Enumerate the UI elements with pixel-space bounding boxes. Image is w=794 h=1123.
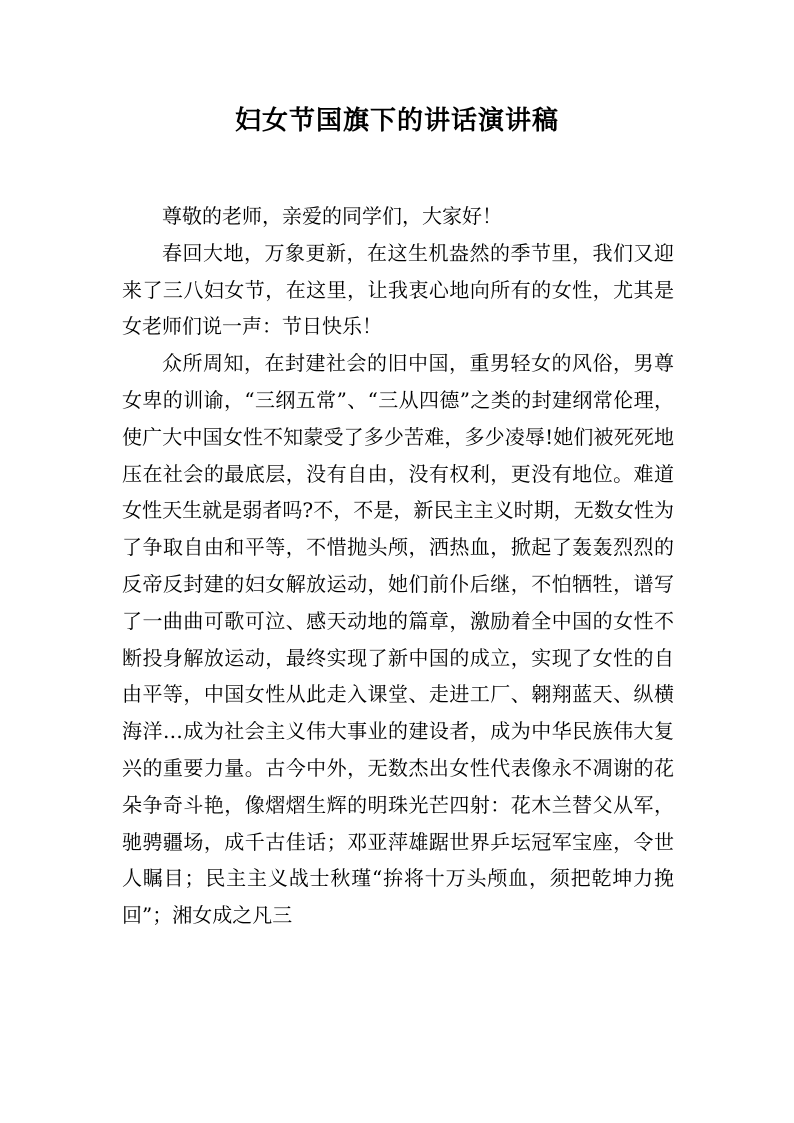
- paragraph-greeting: 尊敬的老师，亲爱的同学们，大家好！: [162, 204, 502, 228]
- document-body: [122, 198, 674, 934]
- paragraph-opening: 春回大地，万象更新，在这生机盎然的季节里，我们又迎来了三八妇女节，在这里，让我衷心地向所有的女性，尤其是女老师们说一声：节日快乐！: [122, 240, 674, 339]
- paragraph-history: 众所周知，在封建社会的旧中国，重男轻女的风俗，男尊女卑的训谕，“三纲五常”、“三从四德”之类的封建纲常伦理，使广大中国女性不知蒙受了多少苦难，多少凌辱!她们被死死地压在社会的最底层，没有自由，没有权利，更没有地位。难道女性天生就是弱者吗?不，不是，新民主主义时期，无数女性为了争取自由和平等，不惜抛头颅，洒热血，掀起了轰轰烈烈的反帝反封建的妇女解放运动，她们前仆后继，不怕牺牲，谱写了一曲曲可歌可泣、感天动地的篇章，激励着全中国的女性不断投身解放运动，最终实现了新中国的成立，实现了女性的自由平等，中国女性从此走入课堂、走进工厂、翱翔蓝天、纵横海洋…成为社会主义伟大事业的建设者，成为中华民族伟大复兴的重要力量。古今中外，无数杰出女性代表像永不凋谢的花朵争奇斗艳，像熠熠生辉的明珠光芒四射：花木兰替父从军，驰骋疆场，成千古佳话；邓亚萍雄踞世界乒坛冠军宝座，令世人瞩目；民主主义战士秋瑾“拚将十万头颅血，须把乾坤力挽回”；湘女成之凡三: [122, 351, 674, 928]
- document-title: 妇女节国旗下的讲话演讲稿: [234, 106, 559, 136]
